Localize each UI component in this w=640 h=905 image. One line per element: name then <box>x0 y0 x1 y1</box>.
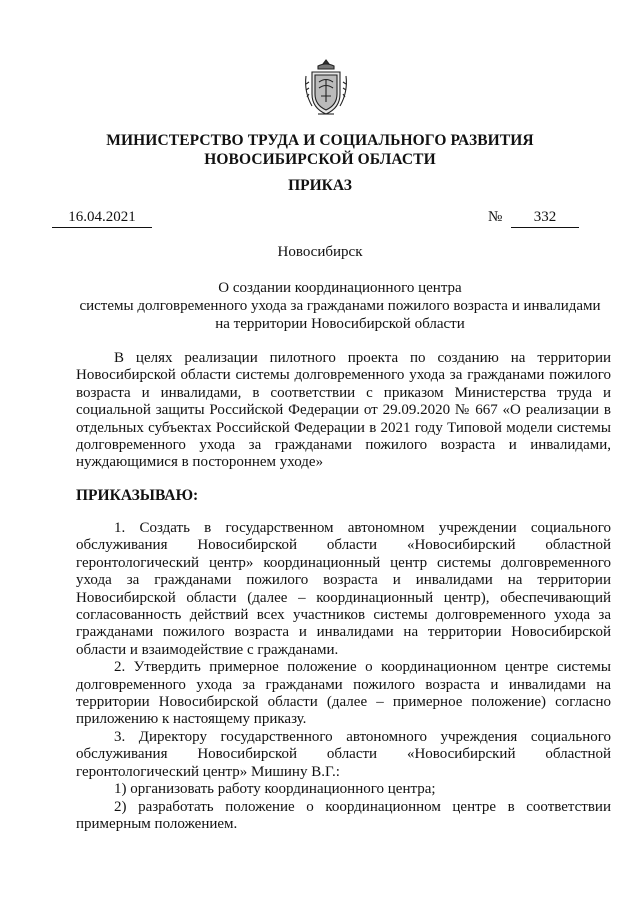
order-item-3: 3. Директору государственного автономного учреждения социального обслуживания Новосибирской области «Новосибирский областной геронтологический центр» Мишину В.Г.: <box>76 728 611 780</box>
preamble-section <box>76 350 611 472</box>
ministry-line-1: МИНИСТЕРСТВО ТРУДА И СОЦИАЛЬНОГО РАЗВИТИЯ <box>106 132 534 149</box>
coat-of-arms-icon <box>302 58 350 118</box>
order-item-2: 2. Утвердить примерное положение о координационном центре системы долговременного ухода за гражданами пожилого возраста и инвалидами на территории Новосибирской области (далее – примерное положение) согласно приложению к настоящему приказу. <box>76 659 611 728</box>
subject-line-2: системы долговременного ухода за гражданами пожилого возраста и инвалидами <box>79 298 601 314</box>
order-items <box>76 520 611 833</box>
ministry-name <box>0 131 640 169</box>
preamble-paragraph: В целях реализации пилотного проекта по созданию на территории Новосибирской области системы долговременного ухода за гражданами пожилого возраста и инвалидами, в соответствии с приказом Министерства труда и социальной защиты Российской Федерации от 29.09.2020 № 667 «О реализации в отдельных субъектах Российской Федерации в 2021 году Типовой модели системы долговременного ухода за гражданами пожилого возраста и инвалидами, нуждающимися в постороннем уходе» <box>76 350 611 471</box>
city: Новосибирск <box>277 244 363 260</box>
orders-heading: ПРИКАЗЫВАЮ: <box>76 487 199 504</box>
subject-line-1: О создании координационного центра <box>218 280 462 296</box>
ministry-line-2: НОВОСИБИРСКОЙ ОБЛАСТИ <box>204 151 436 168</box>
document-type: ПРИКАЗ <box>288 177 352 194</box>
order-subitem-1: 1) организовать работу координационного центра; <box>114 781 436 798</box>
subject-line-3: на территории Новосибирской области <box>215 316 465 332</box>
order-item-1: 1. Создать в государственном автономном учреждении социального обслуживания Новосибирской области «Новосибирский областной геронтологический центр» координационный центр системы долговременного ухода за гражданами пожилого возраста и инвалидами на территории Новосибирской области (далее – координационный центр), обеспечивающий согласованность действий всех участников системы долговременного ухода за гражданами пожилого возраста и инвалидами на территории Новосибирской области и взаимодействие с гражданами. <box>76 520 611 658</box>
order-date: 16.04.2021 <box>52 209 152 228</box>
order-subject <box>60 279 620 333</box>
order-number: 332 <box>511 209 579 228</box>
number-sign: № <box>488 209 503 225</box>
order-subitem-2: 2) разработать положение о координационном центре в соответствии примерным положением. <box>76 798 611 832</box>
